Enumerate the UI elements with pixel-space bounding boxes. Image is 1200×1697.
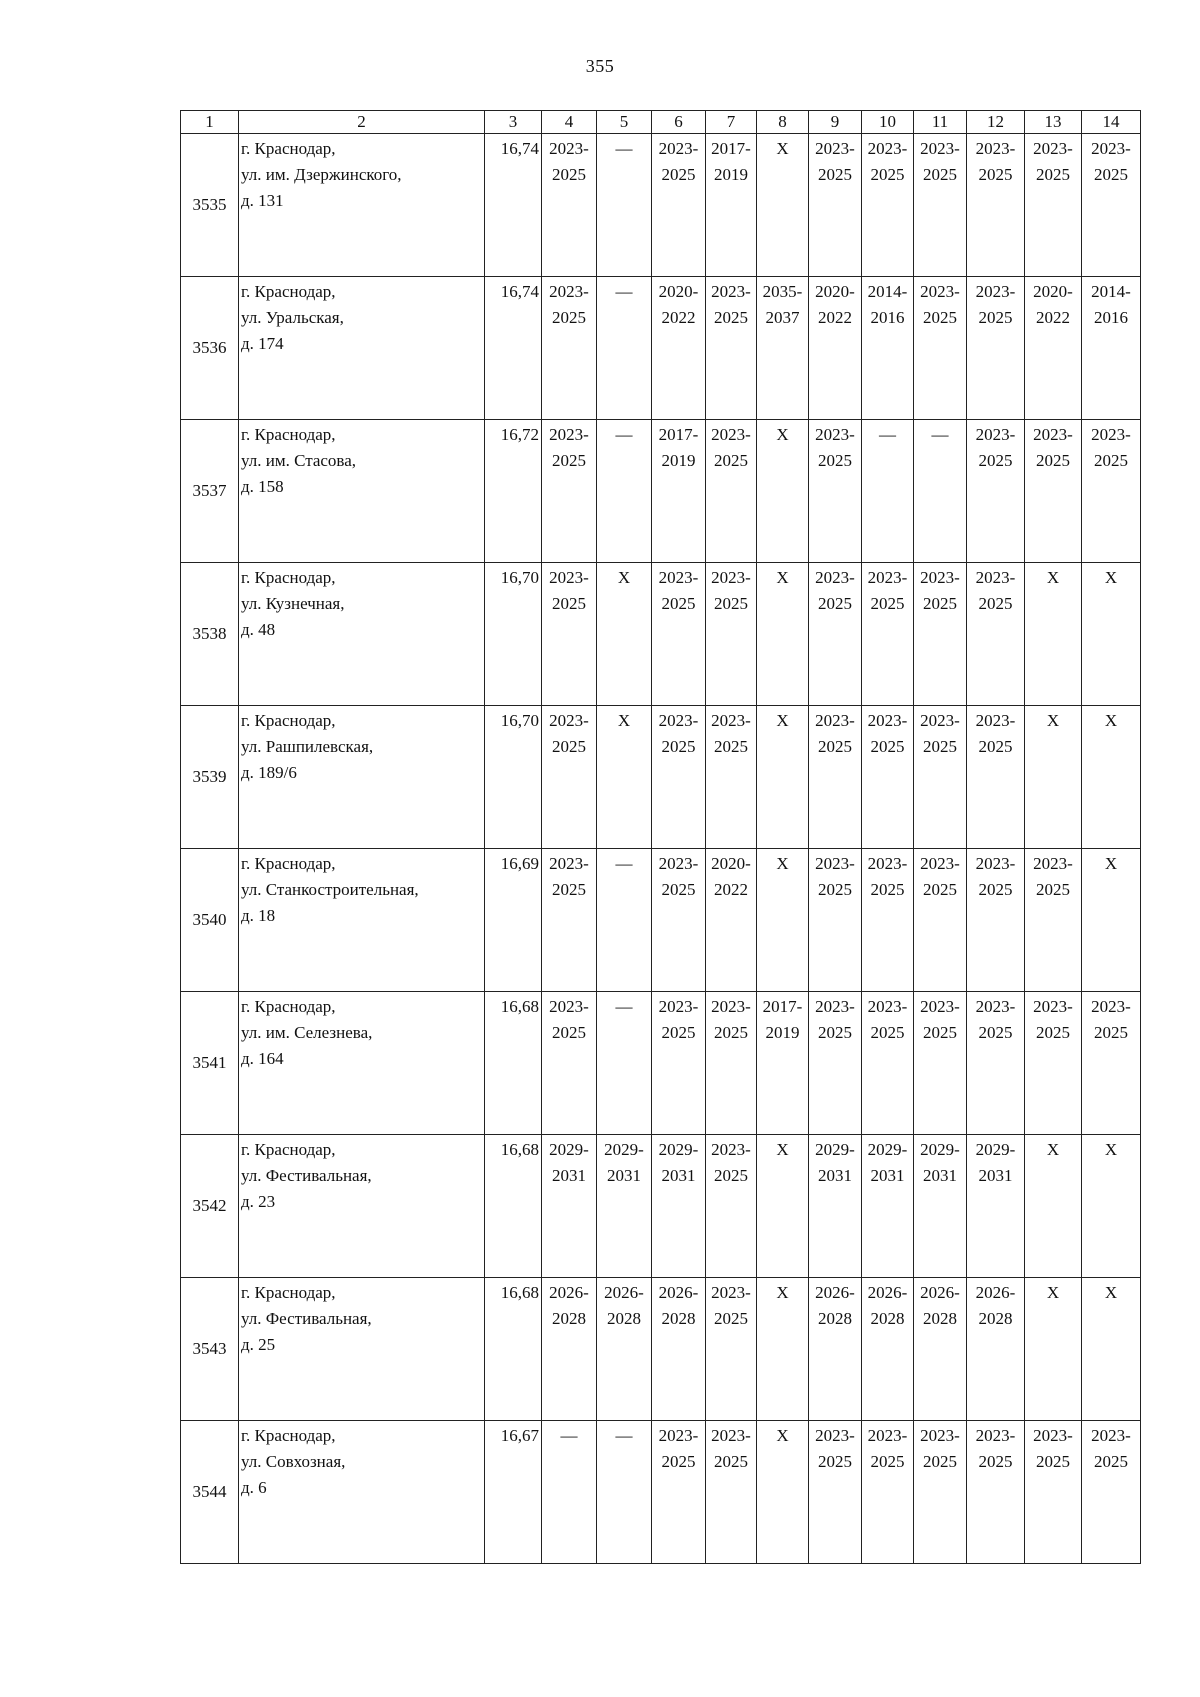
period-cell: 2023- 2025 [809,134,862,277]
period-cell: 2029- 2031 [652,1135,706,1278]
address-line: г. Краснодар, [241,1140,336,1159]
period-cell: 2035- 2037 [757,277,809,420]
column-header: 13 [1025,111,1082,134]
period-cell: 2023- 2025 [862,706,914,849]
table-row [181,134,1141,277]
period-cell: 2020- 2022 [652,277,706,420]
address-cell [239,134,485,277]
address-cell [239,849,485,992]
period-cell: 2017- 2019 [757,992,809,1135]
address-line: ул. Фестивальная, [241,1166,372,1185]
period-cell: 2023- 2025 [862,134,914,277]
period-cell: 2023- 2025 [706,1421,757,1564]
column-header: 8 [757,111,809,134]
address-line: ул. Рашпилевская, [241,737,374,756]
address-line: ул. им. Дзержинского, [241,165,402,184]
period-cell: 2023- 2025 [914,563,967,706]
period-cell: 2023- 2025 [706,277,757,420]
period-cell: 2023- 2025 [914,1421,967,1564]
address-cell [239,1278,485,1421]
column-header: 2 [239,111,485,134]
address-line: г. Краснодар, [241,1426,336,1445]
period-cell: X [1025,563,1082,706]
address-cell [239,277,485,420]
period-cell: 2023- 2025 [809,849,862,992]
column-header: 10 [862,111,914,134]
column-header: 5 [597,111,652,134]
period-cell: 2023- 2025 [967,420,1025,563]
period-cell: 2023- 2025 [809,563,862,706]
address-line: д. 23 [241,1192,276,1211]
period-cell: 2023- 2025 [706,1278,757,1421]
address-cell [239,563,485,706]
value-cell: 16,74 [485,277,542,420]
period-cell: — [542,1421,597,1564]
period-cell: 2026- 2028 [597,1278,652,1421]
column-header: 9 [809,111,862,134]
period-cell: 2023- 2025 [967,849,1025,992]
table-row [181,706,1141,849]
address-cell [239,1421,485,1564]
address-line: г. Краснодар, [241,568,336,587]
table-row [181,849,1141,992]
period-cell: 2023- 2025 [862,992,914,1135]
period-cell: 2023- 2025 [542,706,597,849]
table-row [181,277,1141,420]
address-line: г. Краснодар, [241,854,336,873]
column-header: 11 [914,111,967,134]
value-cell: 16,69 [485,849,542,992]
period-cell: 2023- 2025 [967,706,1025,849]
period-cell: 2023- 2025 [542,420,597,563]
period-cell: 2017- 2019 [706,134,757,277]
address-line: г. Краснодар, [241,1283,336,1302]
period-cell: X [757,1135,809,1278]
value-cell: 16,72 [485,420,542,563]
period-cell: 2029- 2031 [967,1135,1025,1278]
housing-registry-table [180,110,1141,1564]
period-cell: 2023- 2025 [967,1421,1025,1564]
period-cell: 2023- 2025 [914,992,967,1135]
address-cell [239,420,485,563]
row-number: 3543 [181,1278,239,1421]
address-line: г. Краснодар, [241,711,336,730]
row-number: 3541 [181,992,239,1135]
column-header: 1 [181,111,239,134]
period-cell: 2020- 2022 [809,277,862,420]
period-cell: 2023- 2025 [542,277,597,420]
period-cell: 2023- 2025 [706,563,757,706]
column-header: 6 [652,111,706,134]
column-header: 4 [542,111,597,134]
row-number: 3536 [181,277,239,420]
period-cell: X [757,706,809,849]
period-cell: 2029- 2031 [809,1135,862,1278]
column-number-row [181,111,1141,134]
table-row [181,563,1141,706]
address-line: д. 18 [241,906,276,925]
row-number: 3542 [181,1135,239,1278]
period-cell: 2029- 2031 [862,1135,914,1278]
period-cell: X [1082,1135,1141,1278]
period-cell: 2026- 2028 [967,1278,1025,1421]
address-line: г. Краснодар, [241,282,336,301]
address-line: г. Краснодар, [241,425,336,444]
address-line: д. 131 [241,191,284,210]
period-cell: 2023- 2025 [862,563,914,706]
table-body [181,134,1141,1564]
period-cell: 2023- 2025 [1082,1421,1141,1564]
period-cell: 2023- 2025 [652,849,706,992]
period-cell: X [1025,1135,1082,1278]
period-cell: 2020- 2022 [1025,277,1082,420]
period-cell: 2023- 2025 [914,134,967,277]
period-cell: X [1025,706,1082,849]
period-cell: — [597,849,652,992]
period-cell: X [1025,1278,1082,1421]
address-line: ул. Уральская, [241,308,344,327]
period-cell: — [914,420,967,563]
period-cell: 2029- 2031 [542,1135,597,1278]
period-cell: 2023- 2025 [967,992,1025,1135]
period-cell: 2017- 2019 [652,420,706,563]
address-line: д. 25 [241,1335,276,1354]
period-cell: 2023- 2025 [542,134,597,277]
period-cell: 2023- 2025 [652,706,706,849]
value-cell: 16,68 [485,1135,542,1278]
value-cell: 16,67 [485,1421,542,1564]
address-cell [239,1135,485,1278]
period-cell: X [1082,849,1141,992]
period-cell: — [597,277,652,420]
period-cell: 2023- 2025 [1025,849,1082,992]
address-line: ул. им. Стасова, [241,451,357,470]
column-header: 14 [1082,111,1141,134]
period-cell: 2026- 2028 [652,1278,706,1421]
period-cell: 2023- 2025 [706,706,757,849]
period-cell: 2026- 2028 [809,1278,862,1421]
row-number: 3540 [181,849,239,992]
row-number: 3539 [181,706,239,849]
address-line: д. 189/6 [241,763,297,782]
period-cell: 2023- 2025 [652,563,706,706]
period-cell: X [757,849,809,992]
period-cell: 2023- 2025 [967,277,1025,420]
column-header: 12 [967,111,1025,134]
period-cell: — [862,420,914,563]
period-cell: 2023- 2025 [1025,134,1082,277]
period-cell: 2023- 2025 [967,134,1025,277]
period-cell: 2023- 2025 [1025,1421,1082,1564]
page-number: 355 [585,56,615,76]
period-cell: 2023- 2025 [809,420,862,563]
period-cell: — [597,1421,652,1564]
value-cell: 16,70 [485,706,542,849]
period-cell: 2023- 2025 [809,1421,862,1564]
table-row [181,1278,1141,1421]
address-line: ул. им. Селезнева, [241,1023,373,1042]
value-cell: 16,74 [485,134,542,277]
period-cell: 2029- 2031 [914,1135,967,1278]
value-cell: 16,70 [485,563,542,706]
address-line: д. 158 [241,477,284,496]
table-row [181,1135,1141,1278]
period-cell: 2023- 2025 [967,563,1025,706]
period-cell: 2023- 2025 [1082,420,1141,563]
period-cell: 2023- 2025 [542,849,597,992]
value-cell: 16,68 [485,992,542,1135]
address-line: г. Краснодар, [241,139,336,158]
period-cell: X [1082,563,1141,706]
table-header [181,111,1141,134]
address-line: д. 48 [241,620,276,639]
period-cell: 2023- 2025 [809,992,862,1135]
row-number: 3535 [181,134,239,277]
period-cell: X [757,1421,809,1564]
table-row [181,420,1141,563]
period-cell: 2023- 2025 [1082,134,1141,277]
period-cell: 2023- 2025 [914,849,967,992]
period-cell: 2014- 2016 [1082,277,1141,420]
period-cell: 2023- 2025 [1025,992,1082,1135]
period-cell: 2023- 2025 [542,563,597,706]
period-cell: 2029- 2031 [597,1135,652,1278]
column-header: 3 [485,111,542,134]
period-cell: 2023- 2025 [652,134,706,277]
period-cell: — [597,134,652,277]
table-row [181,1421,1141,1564]
period-cell: 2023- 2025 [914,706,967,849]
period-cell: X [757,420,809,563]
period-cell: 2023- 2025 [862,1421,914,1564]
address-line: д. 6 [241,1478,267,1497]
period-cell: 2026- 2028 [542,1278,597,1421]
address-cell [239,992,485,1135]
period-cell: 2023- 2025 [706,1135,757,1278]
period-cell: 2014- 2016 [862,277,914,420]
period-cell: 2023- 2025 [862,849,914,992]
period-cell: 2023- 2025 [652,992,706,1135]
period-cell: — [597,992,652,1135]
period-cell: X [597,563,652,706]
address-line: ул. Совхозная, [241,1452,346,1471]
address-line: ул. Кузнечная, [241,594,345,613]
period-cell: 2023- 2025 [914,277,967,420]
address-line: ул. Станкостроительная, [241,880,419,899]
address-cell [239,706,485,849]
period-cell: 2023- 2025 [706,992,757,1135]
period-cell: 2026- 2028 [914,1278,967,1421]
period-cell: 2026- 2028 [862,1278,914,1421]
period-cell: — [597,420,652,563]
period-cell: 2020- 2022 [706,849,757,992]
address-line: д. 174 [241,334,284,353]
period-cell: 2023- 2025 [1082,992,1141,1135]
period-cell: 2023- 2025 [542,992,597,1135]
row-number: 3538 [181,563,239,706]
period-cell: X [757,563,809,706]
address-line: д. 164 [241,1049,284,1068]
period-cell: X [757,134,809,277]
address-line: г. Краснодар, [241,997,336,1016]
column-header: 7 [706,111,757,134]
row-number: 3537 [181,420,239,563]
table-row [181,992,1141,1135]
period-cell: X [597,706,652,849]
period-cell: 2023- 2025 [652,1421,706,1564]
period-cell: X [757,1278,809,1421]
period-cell: 2023- 2025 [1025,420,1082,563]
period-cell: 2023- 2025 [706,420,757,563]
period-cell: X [1082,706,1141,849]
period-cell: X [1082,1278,1141,1421]
value-cell: 16,68 [485,1278,542,1421]
address-line: ул. Фестивальная, [241,1309,372,1328]
row-number: 3544 [181,1421,239,1564]
period-cell: 2023- 2025 [809,706,862,849]
